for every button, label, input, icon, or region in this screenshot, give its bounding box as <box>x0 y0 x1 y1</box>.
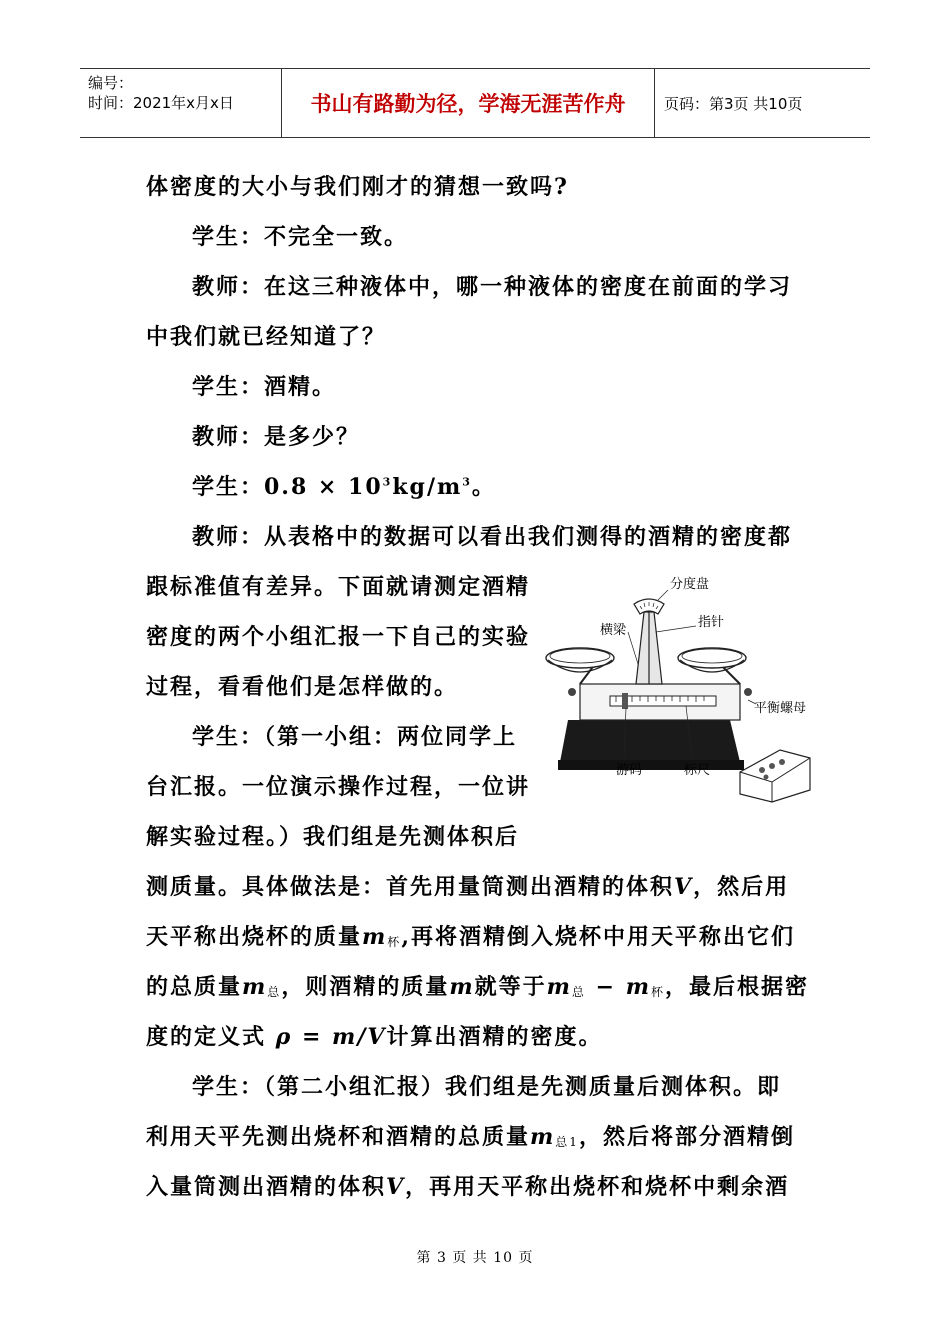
label-beam: 横梁 <box>600 623 627 638</box>
body-line: 台汇报。一位演示操作过程，一位讲 <box>146 774 531 800</box>
body-line: 入量筒测出酒精的体积V，再用天平称出烧杯和烧杯中剩余酒 <box>146 1174 790 1200</box>
body-line: 利用天平先测出烧杯和酒精的总质量$m_{总1}$，然后将部分酒精倒 <box>146 1124 795 1150</box>
balance-base <box>560 720 740 762</box>
label-dial: 分度盘 <box>670 577 710 592</box>
body-line: 的总质量$m_总$，则酒精的质量m就等于$m_总 - m_杯$，最后根据密 <box>146 974 809 1000</box>
balance-rider <box>622 693 628 709</box>
body-line: 体密度的大小与我们刚才的猜想一致吗? <box>146 174 569 200</box>
label-rider: 游码 <box>616 763 643 778</box>
body-line: 天平称出烧杯的质量$m_杯$,再将酒精倒入烧杯中用天平称出它们 <box>146 924 795 950</box>
header-table <box>80 68 870 138</box>
body-line: 度的定义式 ρ = m/V计算出酒精的密度。 <box>146 1024 603 1050</box>
label-pointer: 指针 <box>698 615 725 630</box>
balance-figure <box>540 572 815 804</box>
body-line: 教师：从表格中的数据可以看出我们测得的酒精的密度都 <box>192 524 793 550</box>
body-line: 学生：酒精。 <box>192 374 337 400</box>
body-line: 教师：在这三种液体中，哪一种液体的密度在前面的学习 <box>192 274 793 300</box>
body-line: 测质量。具体做法是：首先用量筒测出酒精的体积V，然后用 <box>146 874 790 900</box>
code-label: 编号： <box>88 74 134 92</box>
left-balance-nut <box>568 688 576 696</box>
right-balance-nut <box>744 688 752 696</box>
body-line: 学生：$0.8 \times 10^3kg/m^3$。 <box>192 474 496 500</box>
label-nut: 平衡螺母 <box>754 701 807 716</box>
header-motto: 书山有路勤为径，学海无涯苦作舟 <box>282 69 655 137</box>
weight-box <box>740 750 810 802</box>
page-footer: 第 3 页 共 10 页 <box>416 1250 534 1266</box>
body-line: 学生：（第一小组：两位同学上 <box>192 724 518 750</box>
date-label: 时间：2021年x月x日 <box>88 94 234 112</box>
body-line: 学生：不完全一致。 <box>192 224 409 250</box>
body-line: 密度的两个小组汇报一下自己的实验 <box>146 624 531 650</box>
label-scale: 标尺 <box>684 763 711 778</box>
body-line: 中我们就已经知道了？ <box>146 324 387 350</box>
body-line: 过程，看看他们是怎样做的。 <box>146 674 459 700</box>
body-line: 解实验过程。）我们组是先测体积后 <box>146 824 520 850</box>
header-page-info: 页码：第3页 共10页 <box>664 94 803 113</box>
header-meta <box>80 69 282 137</box>
body-line: 学生：（第二小组汇报）我们组是先测质量后测体积。即 <box>192 1074 782 1100</box>
body-line: 跟标准值有差异。下面就请测定酒精 <box>146 574 531 600</box>
body-line: 教师：是多少？ <box>192 424 361 450</box>
